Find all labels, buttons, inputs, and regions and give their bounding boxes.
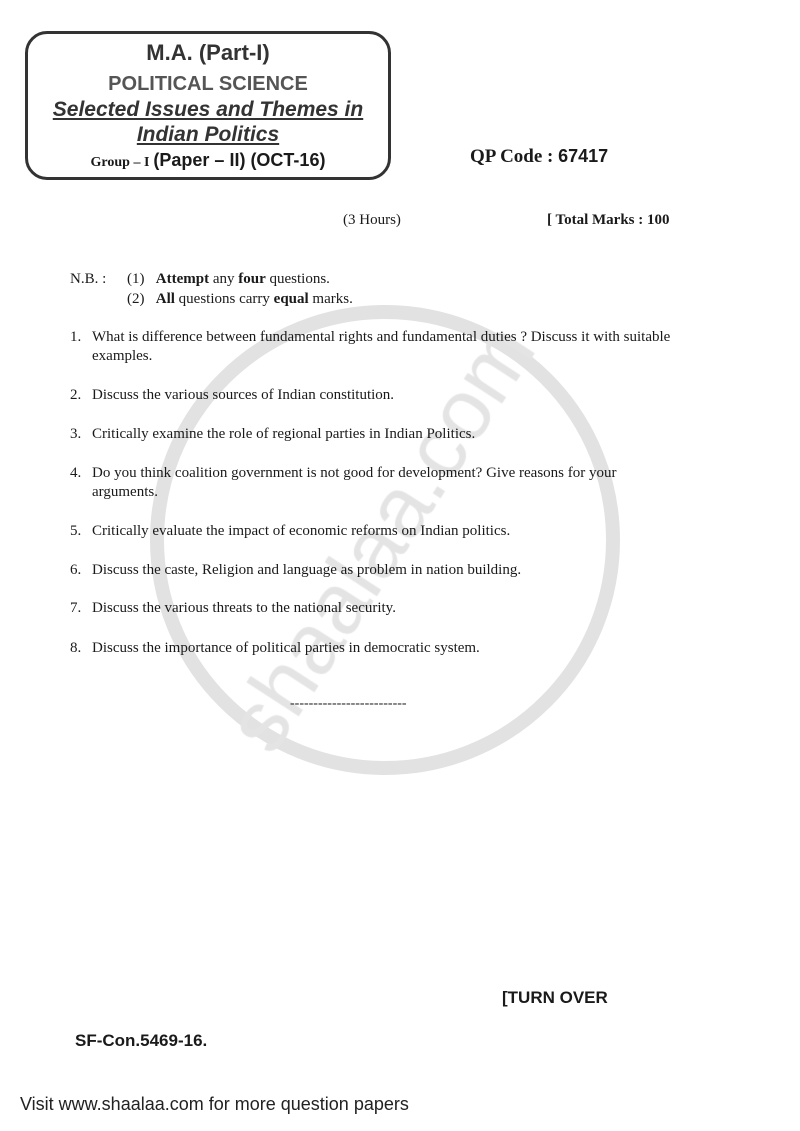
nb-num: (1) (127, 271, 145, 287)
question-text: Discuss the caste, Religion and language as problem in nation building. (92, 562, 522, 578)
group-label: Group – I (90, 155, 150, 170)
question-number: 7. (70, 600, 82, 616)
footer-link-text[interactable]: Visit www.shaalaa.com for more question papers (20, 1094, 409, 1114)
question-number: 2. (70, 387, 82, 403)
question (70, 464, 672, 502)
duration: (3 Hours) (343, 212, 401, 228)
turn-over: [TURN OVER (502, 988, 608, 1007)
nb-item (127, 290, 353, 308)
nb-bold: All (155, 291, 175, 307)
question-text: Do you think coalition government is not good for development? Give reasons for your arguments. (92, 465, 617, 500)
question (70, 425, 672, 444)
nb-text: any (209, 271, 239, 287)
question-number: 4. (70, 465, 82, 481)
question-text: Critically evaluate the impact of economic reforms on Indian politics. (92, 523, 511, 539)
question (70, 561, 672, 580)
subject-title: POLITICAL SCIENCE (108, 73, 308, 95)
question (70, 522, 672, 541)
qp-code-label: QP Code : (470, 146, 554, 167)
question-number: 6. (70, 562, 82, 578)
question-number: 1. (70, 329, 82, 345)
question-number: 3. (70, 426, 82, 442)
paper-code: SF-Con.5469-16. (75, 1031, 208, 1050)
question-text: Discuss the various threats to the national security. (92, 600, 396, 616)
qp-code-value: 67417 (558, 146, 609, 166)
paper-label: (Paper – II) (OCT-16) (153, 150, 326, 170)
nb-item (127, 270, 330, 288)
question-text: Discuss the importance of political parties in democratic system. (92, 640, 480, 656)
nb-num: (2) (127, 291, 145, 307)
question-text: Discuss the various sources of Indian constitution. (92, 387, 395, 403)
end-rule: ------------------------- (290, 696, 407, 711)
nb-label: N.B. : (70, 271, 107, 287)
group-line (25, 149, 391, 174)
question (70, 599, 672, 618)
nb-text: questions carry (174, 291, 274, 307)
nb-bold: equal (273, 291, 309, 307)
nb-bold: four (238, 271, 266, 287)
question-text: What is difference between fundamental rights and fundamental duties ? Discuss it with suitable examples. (92, 329, 671, 364)
question (70, 639, 672, 658)
question-number: 8. (70, 640, 82, 656)
paper-title-line2: Indian Politics (136, 123, 280, 146)
nb-text: marks. (308, 291, 353, 307)
question-number: 5. (70, 523, 82, 539)
question (70, 328, 672, 366)
nb-text: questions. (265, 271, 330, 287)
question (70, 386, 672, 405)
course-title: M.A. (Part-I) (146, 40, 270, 65)
qp-code (470, 145, 608, 168)
nb-bold: Attempt (155, 271, 210, 287)
question-text: Critically examine the role of regional parties in Indian Politics. (92, 426, 476, 442)
paper-title-line1: Selected Issues and Themes in (52, 98, 364, 121)
total-marks: [ Total Marks : 100 (547, 212, 670, 228)
